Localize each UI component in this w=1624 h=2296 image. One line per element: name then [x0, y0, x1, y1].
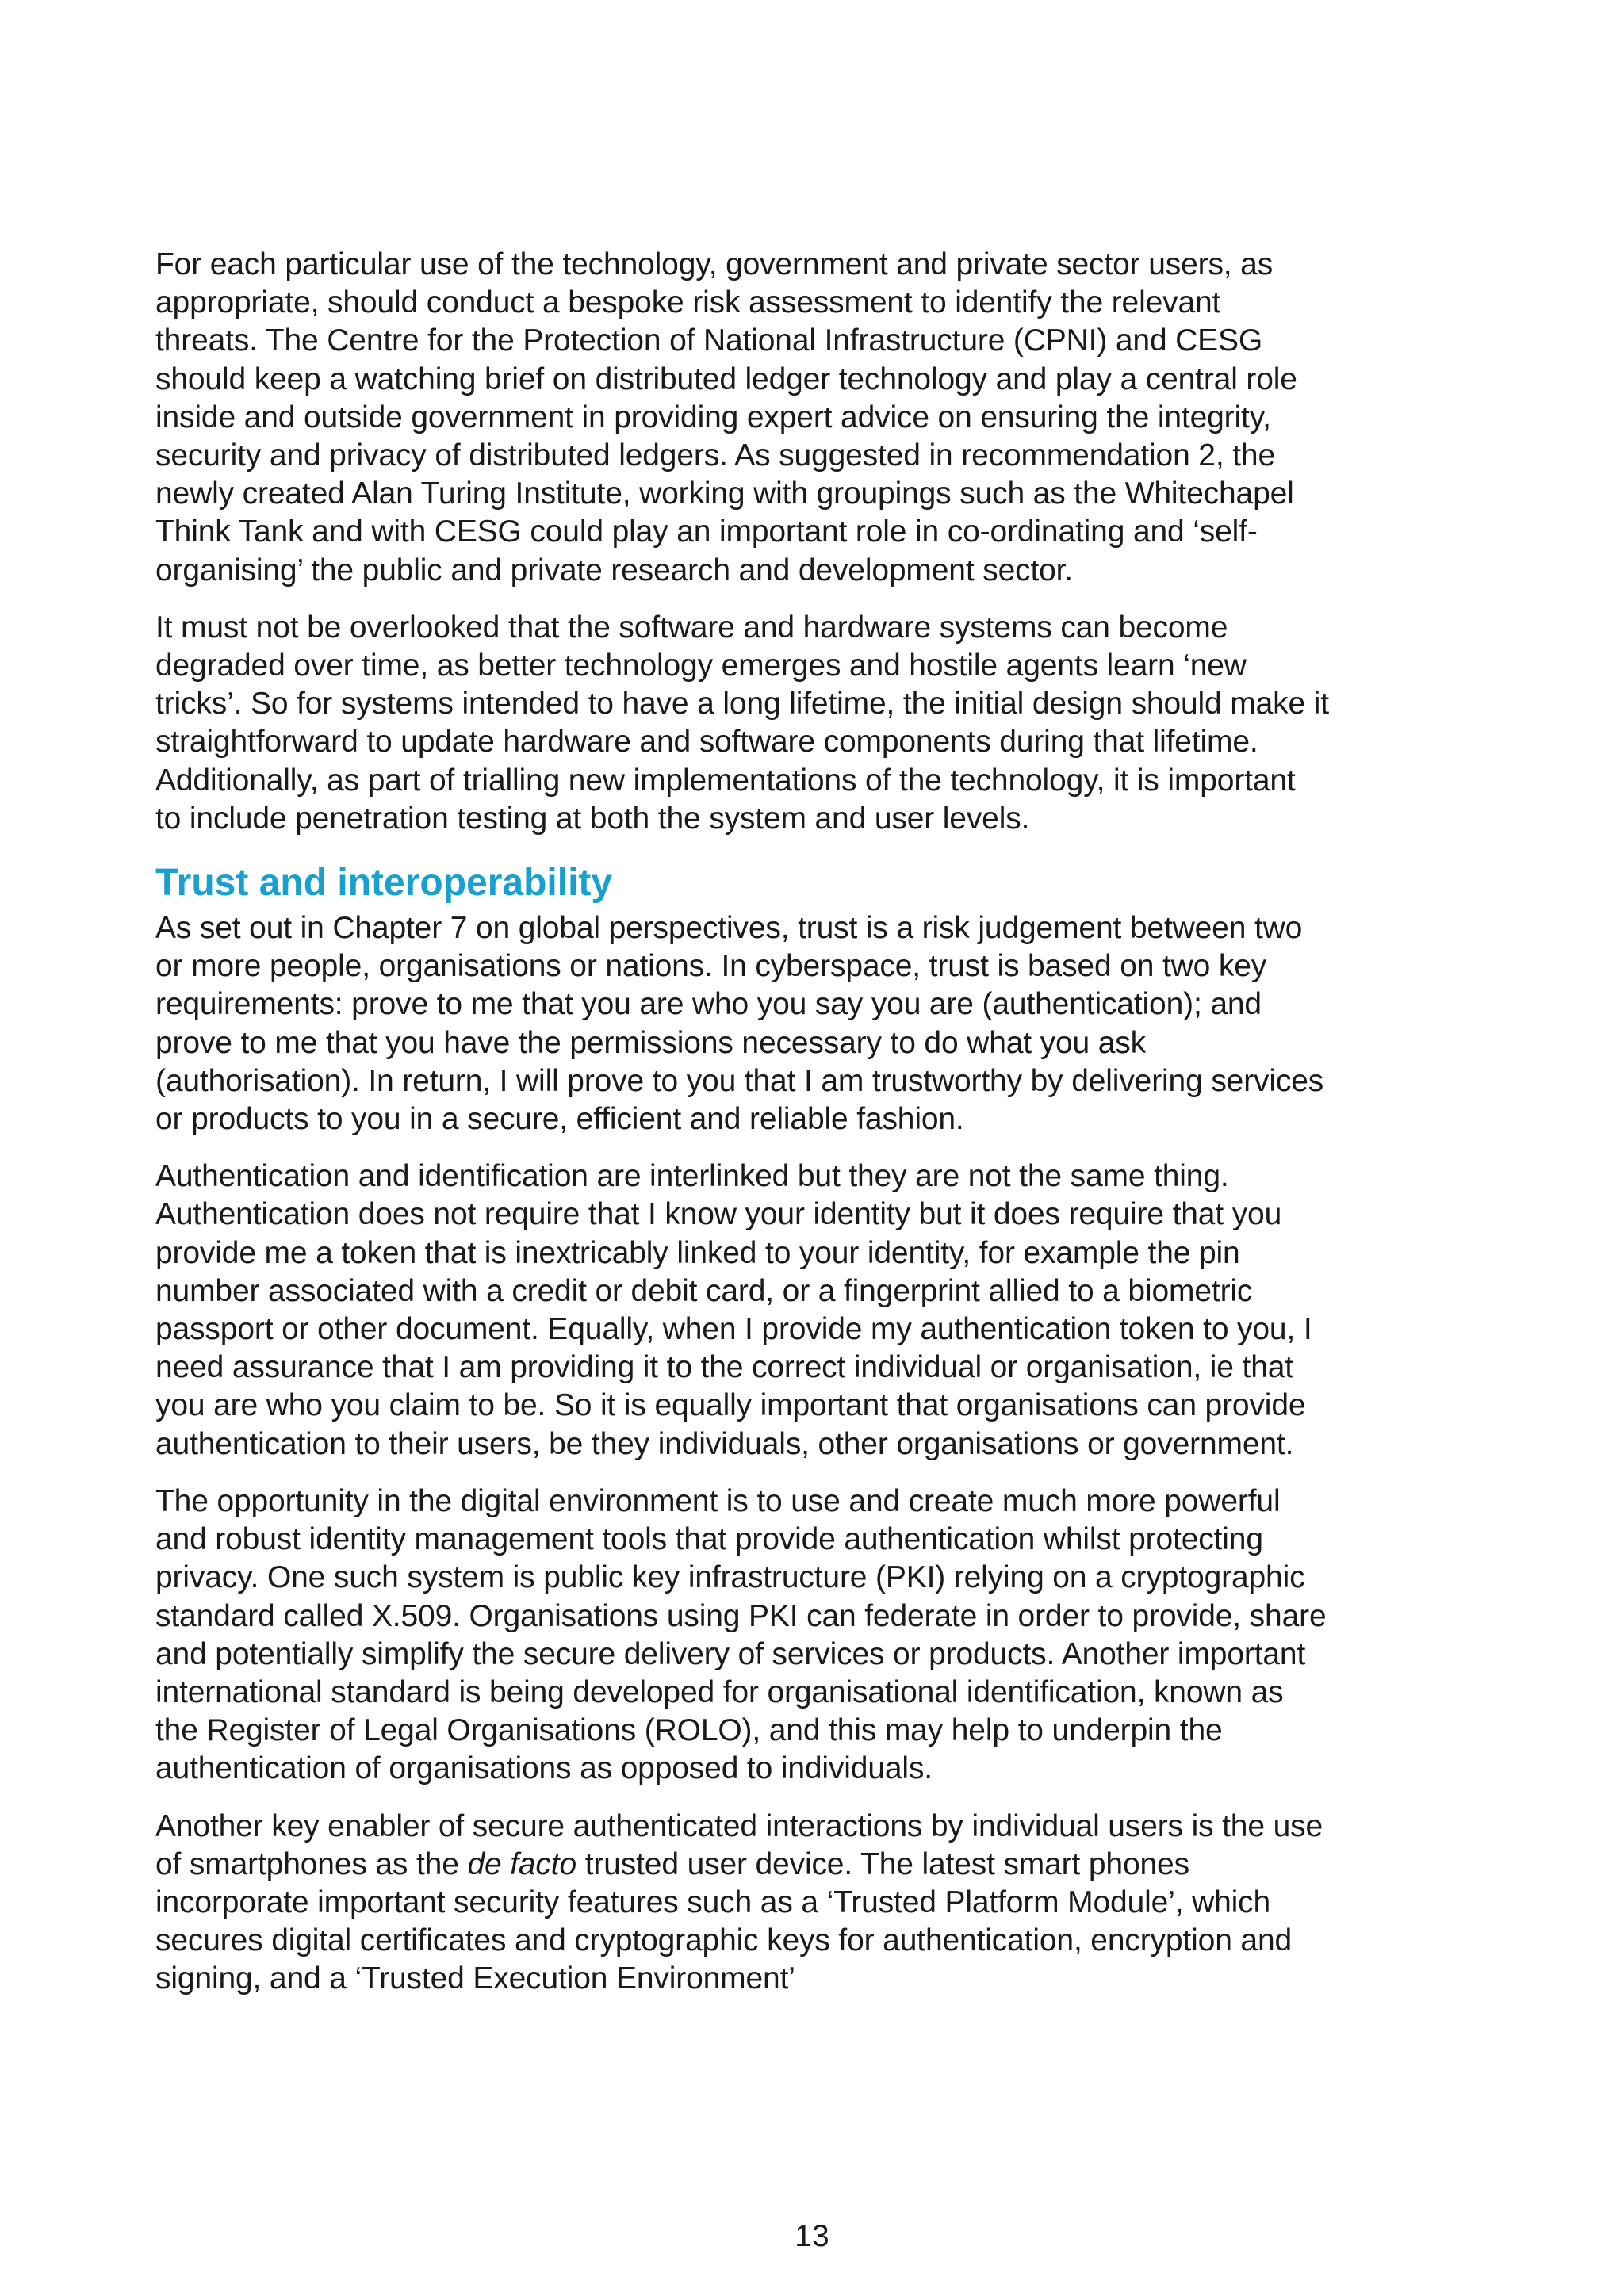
page-number: 13 — [795, 2219, 829, 2253]
page-content — [155, 246, 1329, 2018]
section-heading: Trust and interoperability — [155, 862, 613, 905]
paragraph-text-start: Another key enabler of secure authenticated interactions by individual users is the use of smartphones as the — [155, 1808, 1323, 1881]
body-paragraph-authentication: Authentication and identification are interlinked but they are not the same thing. Authentication does not require that I know your identity but it does require that you provide me a token that is inextricably linked to your identity, for example the pin number associated with a credit or debit card, or a fingerprint allied to a biometric passport or other document. Equally, when I provide my authentication token to you, I need assurance that I am providing it to the correct individual or organisation, ie that you are who you claim to be. So it is equally important that organisations can provide authentication to their users, be they individuals, other organisations or government. — [155, 1159, 1312, 1461]
body-paragraph-identity-management: The opportunity in the digital environment is to use and create much more powerful and robust identity management tools that provide authentication whilst protecting privacy. One such system is public key infrastructure (PKI) relying on a cryptographic standard called X.509. Organisations using PKI can federate in order to provide, share and potentially simplify the secure delivery of services or products. Another important international standard is being developed for organisational identification, known as the Register of Legal Organisations (ROLO), and this may help to underpin the authentication of organisations as opposed to individuals. — [155, 1483, 1327, 1786]
body-paragraph-risk-assessment: For each particular use of the technology, government and private sector users, as appropriate, should conduct a bespoke risk assessment to identify the relevant threats. The Centre for the Protection of National Infrastructure (CPNI) and CESG should keep a watching brief on distributed ledger technology and play a central role inside and outside government in providing expert advice on ensuring the integrity, security and privacy of distributed ledgers. As suggested in recommendation 2, the newly created Alan Turing Institute, working with groupings such as the Whitechapel Think Tank and with CESG could play an important role in co-ordinating and ‘self-organising’ the public and private research and development sector. — [155, 247, 1297, 587]
body-paragraph-system-degradation: It must not be overlooked that the software and hardware systems can become degraded over time, as better technology emerges and hostile agents learn ‘new tricks’. So for systems intended to have a long lifetime, the initial design should make it straightforward to update hardware and software components during that lifetime. Additionally, as part of trialling new implementations of the technology, it is important to include penetration testing at both the system and user levels. — [155, 610, 1329, 836]
italic-term: de facto — [467, 1846, 577, 1881]
body-paragraph-trust: As set out in Chapter 7 on global perspectives, trust is a risk judgement between two or more people, organisations or nations. In cyberspace, trust is based on two key requirements: prove to me that you are who you say you are (authentication); and prove to me that you have the permissions necessary to do what you ask (authorisation). In return, I will prove to you that I am trustworthy by delivering services or products to you in a secure, efficient and reliable fashion. — [155, 911, 1324, 1137]
paragraph-text-end: trusted user device. The latest smart phones incorporate important security features such as a ‘Trusted Platform Module’, which secures digital certificates and cryptographic keys for authentication, encryption and signing, and a ‘Trusted Execution Environment’ — [155, 1846, 1293, 1996]
body-paragraph-smartphones — [155, 1808, 1329, 1999]
